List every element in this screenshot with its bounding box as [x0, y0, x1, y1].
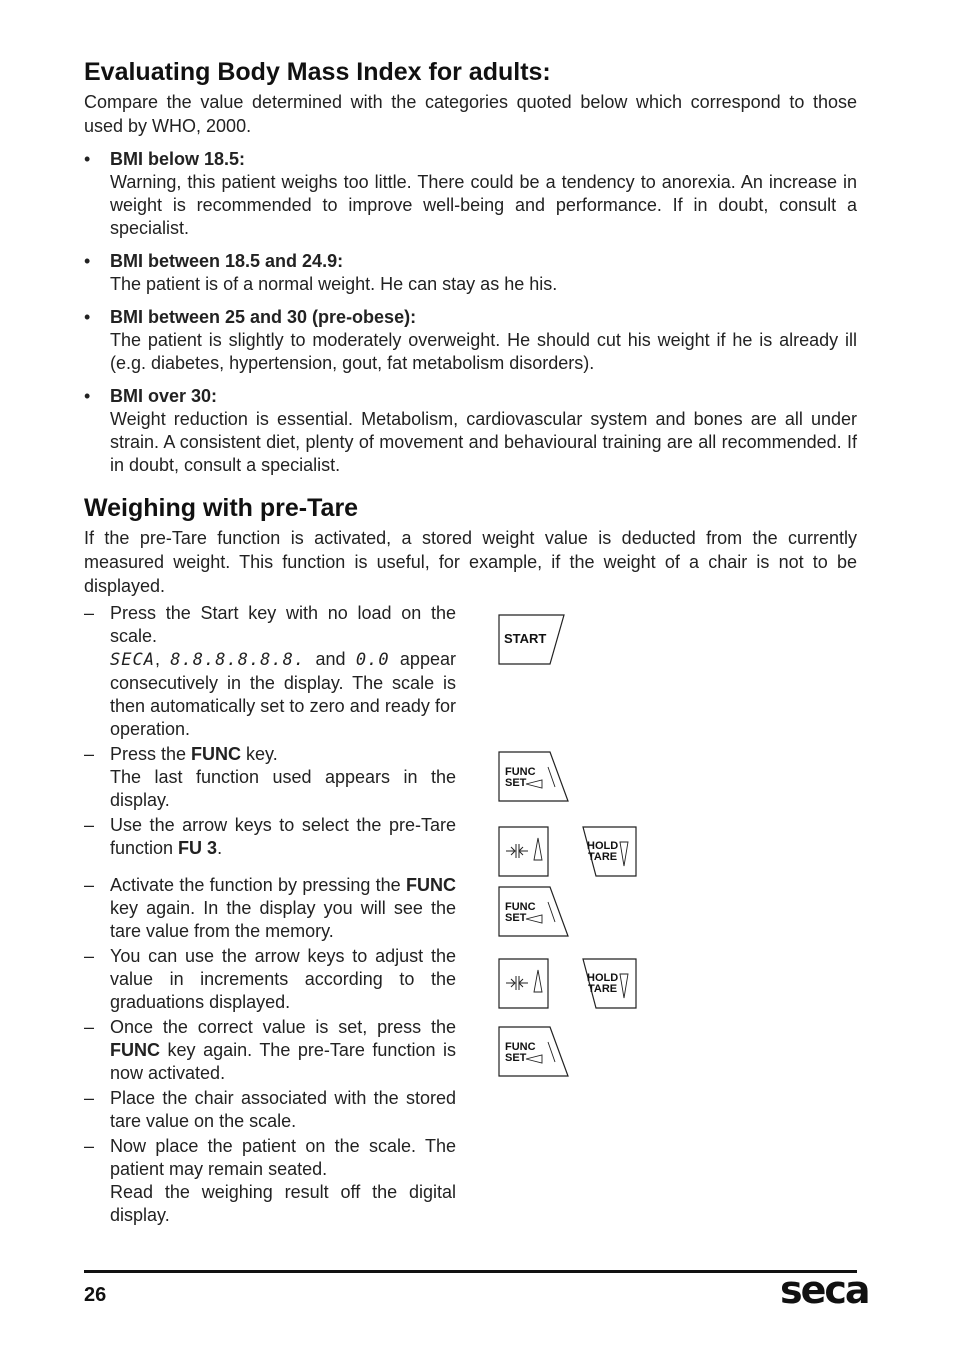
page-number: 26: [84, 1284, 107, 1306]
svg-text:START: START: [504, 631, 547, 646]
svg-text:FUNC: FUNC: [505, 1041, 536, 1053]
section-title-bmi: Evaluating Body Mass Index for adults:: [84, 58, 551, 86]
bmi-item-text: The patient is of a normal weight. He can stay as he his.: [110, 274, 558, 294]
bmi-item-head: BMI between 18.5 and 24.9:: [110, 251, 344, 271]
bmi-item-head: BMI below 18.5:: [110, 149, 246, 169]
bmi-item-text: The patient is slightly to moderately overweight. He should cut his weight if he is already ill (e.g. diabetes, hypertension, gout, fat metabolism disorders).: [110, 330, 857, 373]
step-chair: – Place the chair associated with the stored tare value on the scale.: [84, 1088, 456, 1131]
start-key-icon: [498, 614, 568, 666]
display-readout: 8.8.8.8.8.8.: [170, 650, 306, 670]
seca-logo: seca: [780, 1268, 869, 1312]
step-select: – Use the arrow keys to select the pre-Tare function FU 3.: [84, 815, 456, 858]
bmi-item: [84, 306, 857, 375]
bmi-item-text: Weight reduction is essential. Metabolism, cardiovascular system and bones are all under strain. A consistent diet, plenty of movement and behavioural training are all recommended. If in doubt, consult a specialist.: [110, 409, 857, 475]
step-func: – Press the FUNC key. The last function used appears in the display.: [84, 744, 456, 810]
bullet: •: [84, 149, 91, 169]
func-set-key-icon: [498, 1026, 570, 1078]
svg-text:FUNC: FUNC: [505, 901, 536, 913]
func-set-key-icon: [498, 886, 570, 938]
bmi-item: [84, 385, 857, 477]
bullet: •: [84, 251, 91, 271]
svg-text:TARE: TARE: [588, 851, 618, 863]
bmi-list: [84, 148, 857, 487]
step-activate: – Activate the function by pressing the FUNC key again. In the display you will see the tare value from the memory.: [84, 875, 456, 941]
svg-text:HOLD: HOLD: [587, 840, 619, 852]
display-readout: SECA: [110, 650, 155, 670]
bmi-item: [84, 250, 857, 296]
svg-text:HOLD: HOLD: [587, 972, 619, 984]
display-readout: 0.0: [355, 650, 390, 670]
bmi-item: [84, 148, 857, 240]
step-list: [84, 602, 456, 1229]
svg-text:FUNC: FUNC: [505, 766, 536, 778]
step-confirm: – Once the correct value is set, press the FUNC key again. The pre-Tare function is now activated.: [84, 1017, 456, 1083]
bmi-intro: Compare the value determined with the categories quoted below which correspond to those used by WHO, 2000.: [84, 92, 857, 136]
step-patient: – Now place the patient on the scale. The patient may remain seated. Read the weighing result off the digital display.: [84, 1136, 456, 1225]
arrow-keys-icon: [498, 826, 550, 878]
hold-tare-key-icon: [582, 958, 638, 1010]
svg-text:SET: SET: [505, 777, 527, 789]
step-adjust: – You can use the arrow keys to adjust the value in increments according to the graduations displayed.: [84, 946, 456, 1012]
pretare-intro: If the pre-Tare function is activated, a stored weight value is deducted from the currently measured weight. This function is useful, for example, if the weight of a chair is not to be displayed.: [84, 528, 857, 596]
bmi-item-head: BMI between 25 and 30 (pre-obese):: [110, 307, 417, 327]
bmi-item-head: BMI over 30:: [110, 386, 218, 406]
svg-text:SET: SET: [505, 912, 527, 924]
bullet: •: [84, 386, 91, 406]
svg-text:SET: SET: [505, 1052, 527, 1064]
step-start: – Press the Start key with no load on the scale. SECA, 8.8.8.8.8.8. and 0.0 appear consecutively in the display. The scale is then automatically set to zero and ready for operation.: [84, 603, 456, 739]
section-title-pretare: Weighing with pre-Tare: [84, 494, 359, 522]
arrow-keys-icon: [498, 958, 550, 1010]
hold-tare-key-icon: [582, 826, 638, 878]
func-set-key-icon: [498, 751, 570, 803]
svg-text:TARE: TARE: [588, 983, 618, 995]
footer-divider: [84, 1270, 857, 1273]
bmi-item-text: Warning, this patient weighs too little. There could be a tendency to anorexia. An increase in weight is recommended to improve well-being and performance. If in doubt, consult a specialist.: [110, 172, 857, 238]
bullet: •: [84, 307, 91, 327]
